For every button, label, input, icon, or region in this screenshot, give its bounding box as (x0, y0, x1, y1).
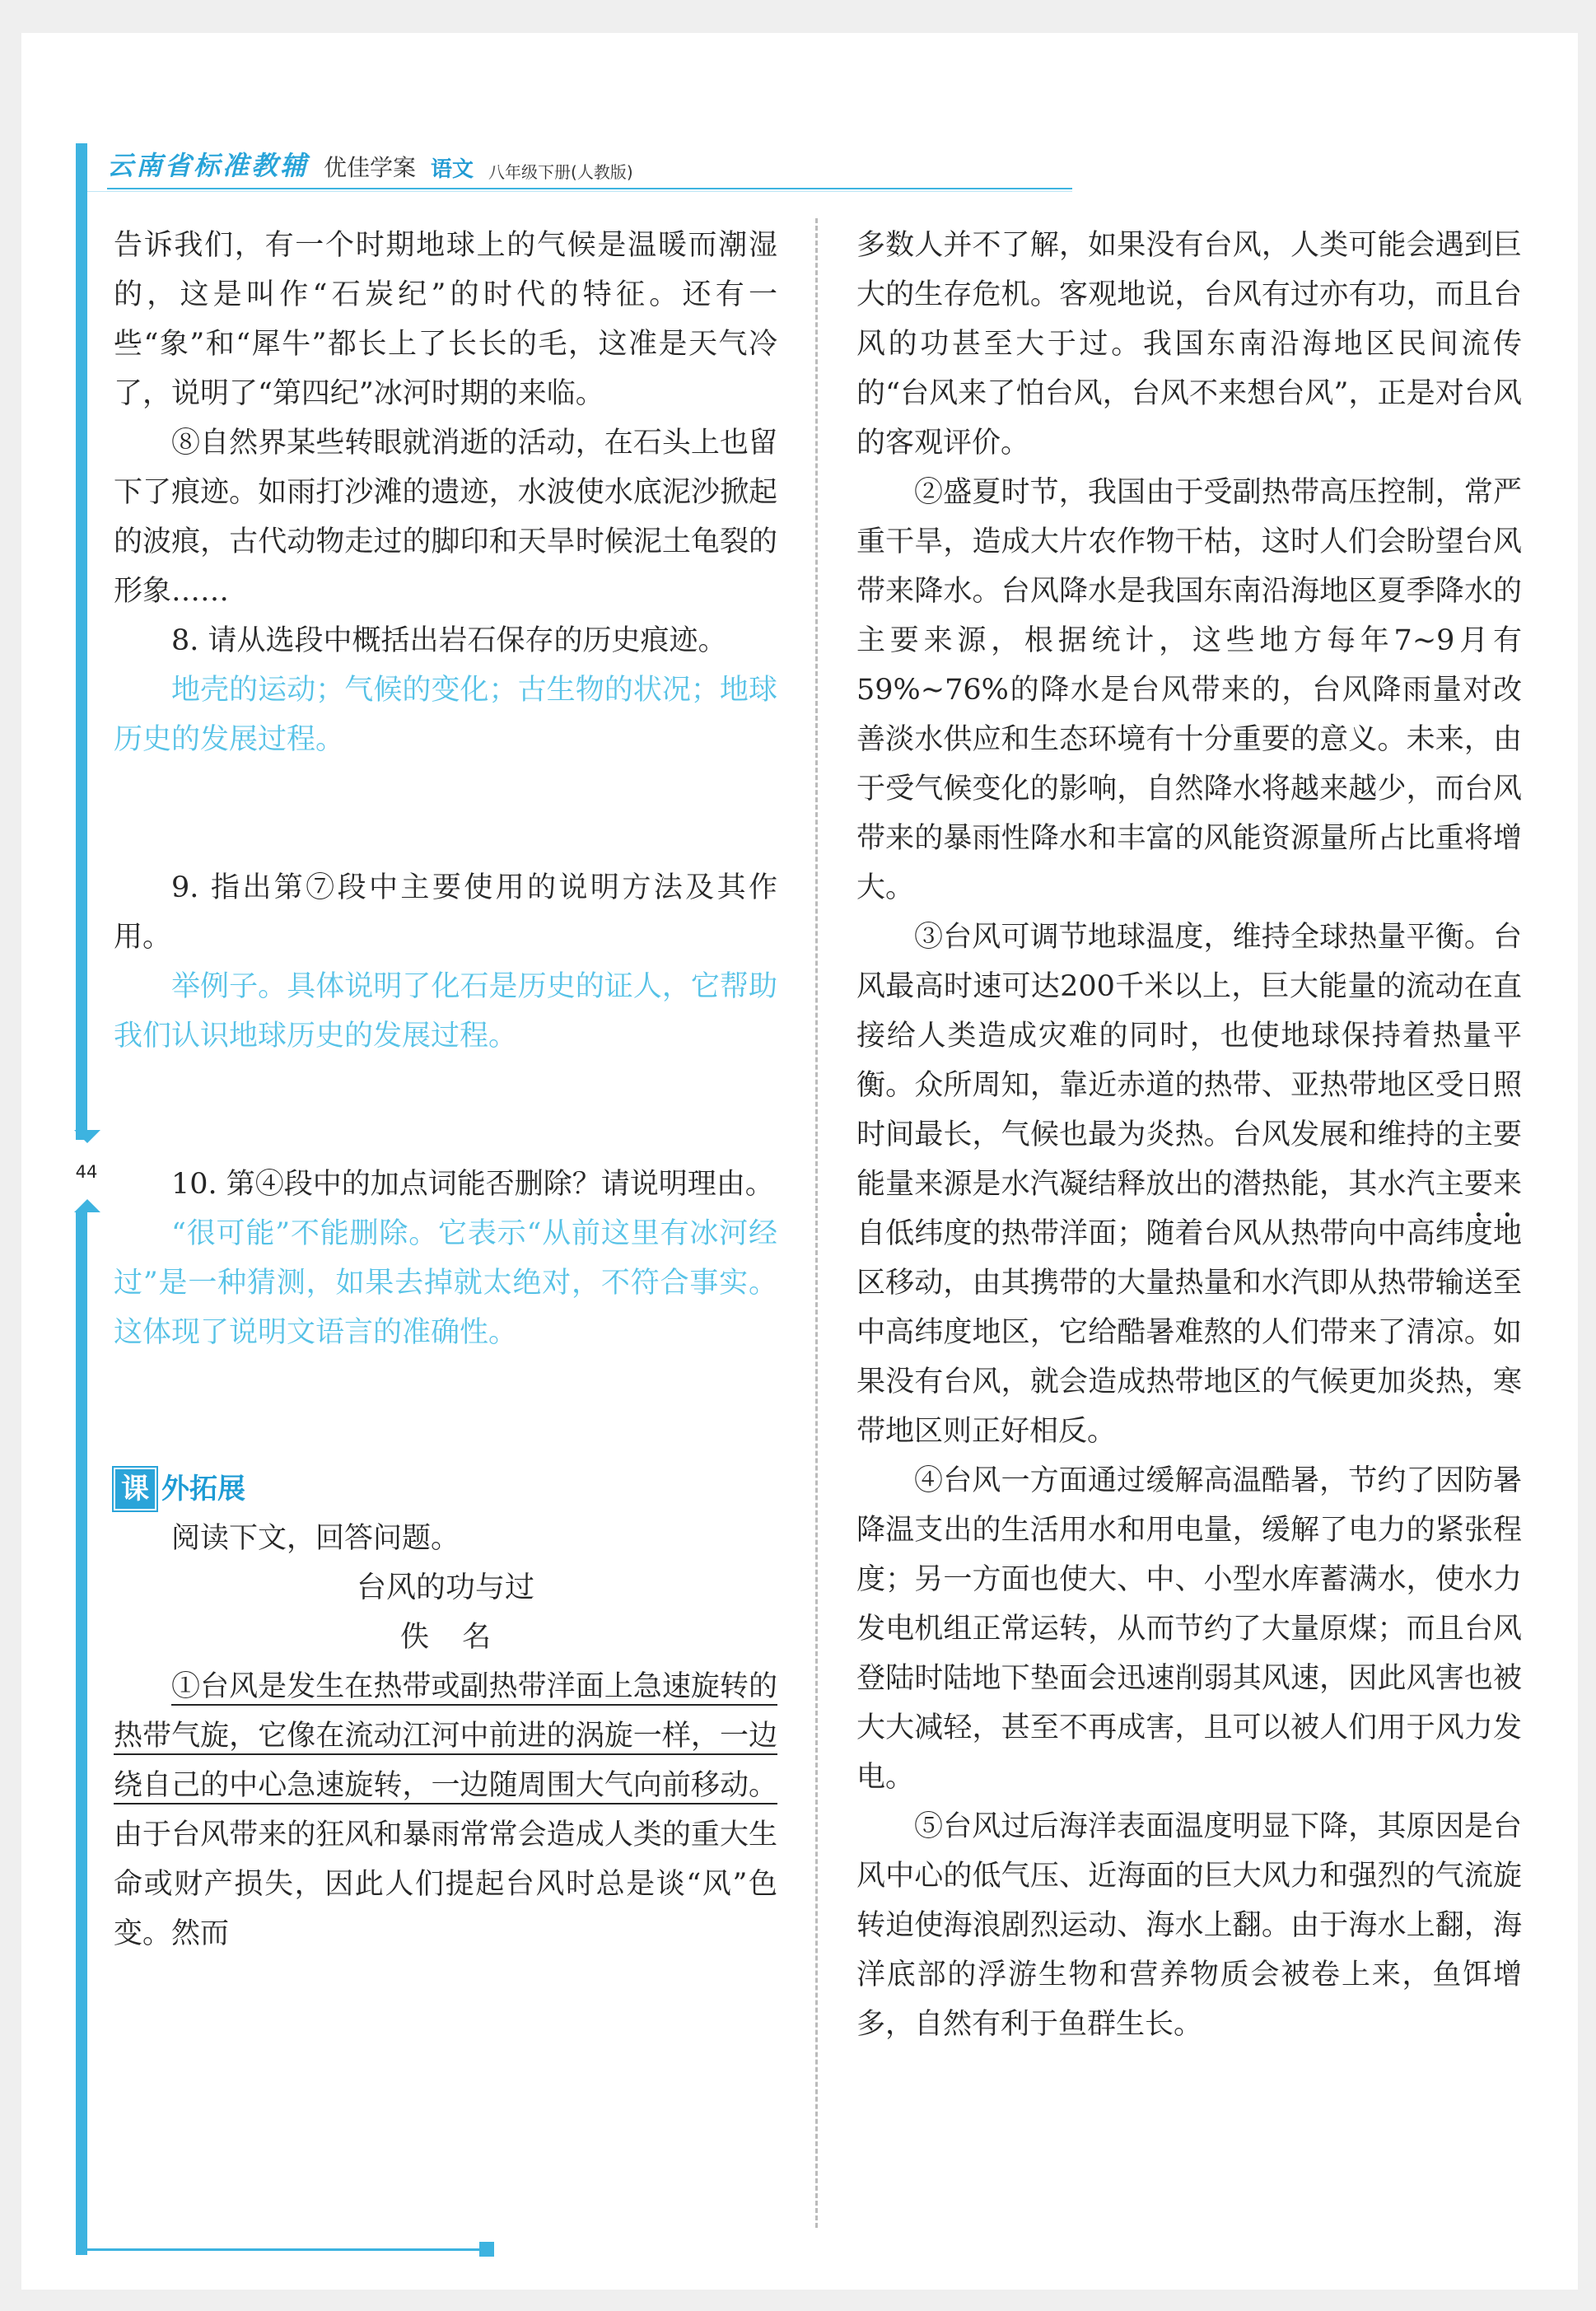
passage-paragraph-7-end: 告诉我们，有一个时期地球上的气候是温暖而潮湿的，这是叫作“石炭纪”的时代的特征。还有一些“象”和“犀牛”都长上了长长的毛，这准是天气冷了，说明了“第四纪”冰河时期的来临。 (114, 229, 777, 410)
article-title: 台风的功与过 (356, 1571, 534, 1604)
question-10: 10. 第④段中的加点词能否删除？请说明理由。 (171, 1168, 774, 1201)
section-icon: 课 (114, 1468, 156, 1510)
article-paragraph-2: ②盛夏时节，我国由于受副热带高压控制，常严重干旱，造成大片农作物干枯，这时人们会盼望台风带来降水。台风降水是我国东南沿海地区夏季降水的主要来源，根据统计，这些地方每年7~9月有59%~76%的降水是台风带来的，台风降雨量对改善淡水供应和生态环境有十分重要的意义。未来，由于受气候变化的影响，自然降水将越来越少，而台风带来的暴雨性降水和丰富的风能资源量所占比重将增大。 (856, 476, 1522, 904)
question-9: 9. 指出第⑦段中主要使用的说明方法及其作用。 (114, 871, 777, 954)
dotted-word-char-1: 主 (1435, 1168, 1464, 1201)
header-series: 云南省标准教辅 (107, 150, 310, 181)
header-rule-light (87, 191, 1072, 192)
margin-bar-bottom (76, 1211, 87, 2255)
header-brand: 优佳学案 (324, 154, 417, 181)
article-author: 佚名 (399, 1621, 524, 1654)
right-column (856, 221, 1522, 2049)
underlined-sentence: ①台风是发生在热带或副热带洋面上急速旋转的热带气旋，它像在流动江河中前进的涡旋一样，一边绕自己的中心急速旋转，一边随周围大气向前移动。 (114, 1670, 777, 1802)
passage-paragraph-8: ⑧自然界某些转眼就消逝的活动，在石头上也留下了痕迹。如雨打沙滩的遗迹，水波使水底泥沙掀起的波痕，古代动物走过的脚印和天旱时候泥土龟裂的形象…… (114, 427, 777, 608)
article-paragraph-1 (114, 1662, 777, 1959)
article-paragraph-4: ④台风一方面通过缓解高温酷暑，节约了因防暑降温支出的生活用水和用电量，缓解了电力的紧张程度；另一方面也使大、中、小型水库蓄满水，使水力发电机组正常运转，从而节约了大量原煤；而且台风登陆时陆地下垫面会迅速削弱其风速，因此风害也被大大减轻，甚至不再成害，且可以被人们用于风力发电。 (856, 1464, 1522, 1794)
dotted-word-char-2: 要 (1463, 1168, 1493, 1201)
reading-instruction: 阅读下文，回答问题。 (171, 1522, 460, 1555)
header-subject: 语文 (431, 157, 474, 182)
answer-8: 地壳的运动；气候的变化；古生物的状况；地球历史的发展过程。 (114, 674, 777, 756)
question-8: 8. 请从选段中概括出岩石保存的历史痕迹。 (171, 624, 727, 657)
header-grade: 八年级下册(人教版) (488, 162, 633, 182)
column-divider (815, 218, 818, 2228)
article-paragraph-3 (856, 913, 1522, 1456)
page-number: 44 (71, 1146, 102, 1198)
margin-notch-top (74, 1130, 100, 1143)
article-paragraph-5: ⑤台风过后海洋表面温度明显下降，其原因是台风中心的低气压、近海面的巨大风力和强烈的气流旋转迫使海浪剧烈运动、海水上翻。由于海水上翻，海洋底部的浮游生物和营养物质会被卷上来，鱼饵增多，自然有利于鱼群生长。 (856, 1810, 1522, 2041)
article-paragraph-1-rest: 由于台风带来的狂风和暴雨常常会造成人类的重大生命或财产损失，因此人们提起台风时总是谈“风”色变。然而 (114, 1818, 777, 1950)
section-title: 外拓展 (161, 1473, 245, 1506)
left-column (114, 221, 777, 1959)
article-paragraph-1-cont: 多数人并不了解，如果没有台风，人类可能会遇到巨大的生存危机。客观地说，台风有过亦有功，而且台风的功甚至大于过。我国东南沿海地区民间流传的“台风来了怕台风，台风不来想台风”，正是对台风的客观评价。 (856, 229, 1522, 460)
header-rule (107, 188, 1072, 189)
margin-bar-top (76, 143, 87, 1140)
bottom-square-mark (479, 2242, 494, 2257)
answer-10: “很可能”不能删除。它表示“从前这里有冰河经过”是一种猜测，如果去掉就太绝对，不符合事实。这体现了说明文语言的准确性。 (114, 1217, 777, 1349)
paragraph-3-part-a: ③台风可调节地球温度，维持全球热量平衡。台风最高时速可达200千米以上，巨大能量的流动在直接给人类造成灾难的同时，也使地球保持着热量平衡。众所周知，靠近赤道的热带、亚热带地区受日照时间最长，气候也最为炎热。台风发展和维持的主要能量来源是水汽凝结释放出的潜热能，其水汽 (856, 921, 1522, 1201)
paragraph-3-part-b: 来自低纬度的热带洋面；随着台风从热带向中高纬度地区移动，由其携带的大量热量和水汽即从热带输送至中高纬度地区，它给酷暑难熬的人们带来了清凉。如果没有台风，就会造成热带地区的气候更加炎热，寒带地区则正好相反。 (856, 1168, 1522, 1448)
answer-9: 举例子。具体说明了化石是历史的证人，它帮助我们认识地球历史的发展过程。 (114, 970, 777, 1053)
bottom-rule (87, 2248, 479, 2251)
section-heading (114, 1464, 777, 1514)
running-header (107, 147, 633, 183)
